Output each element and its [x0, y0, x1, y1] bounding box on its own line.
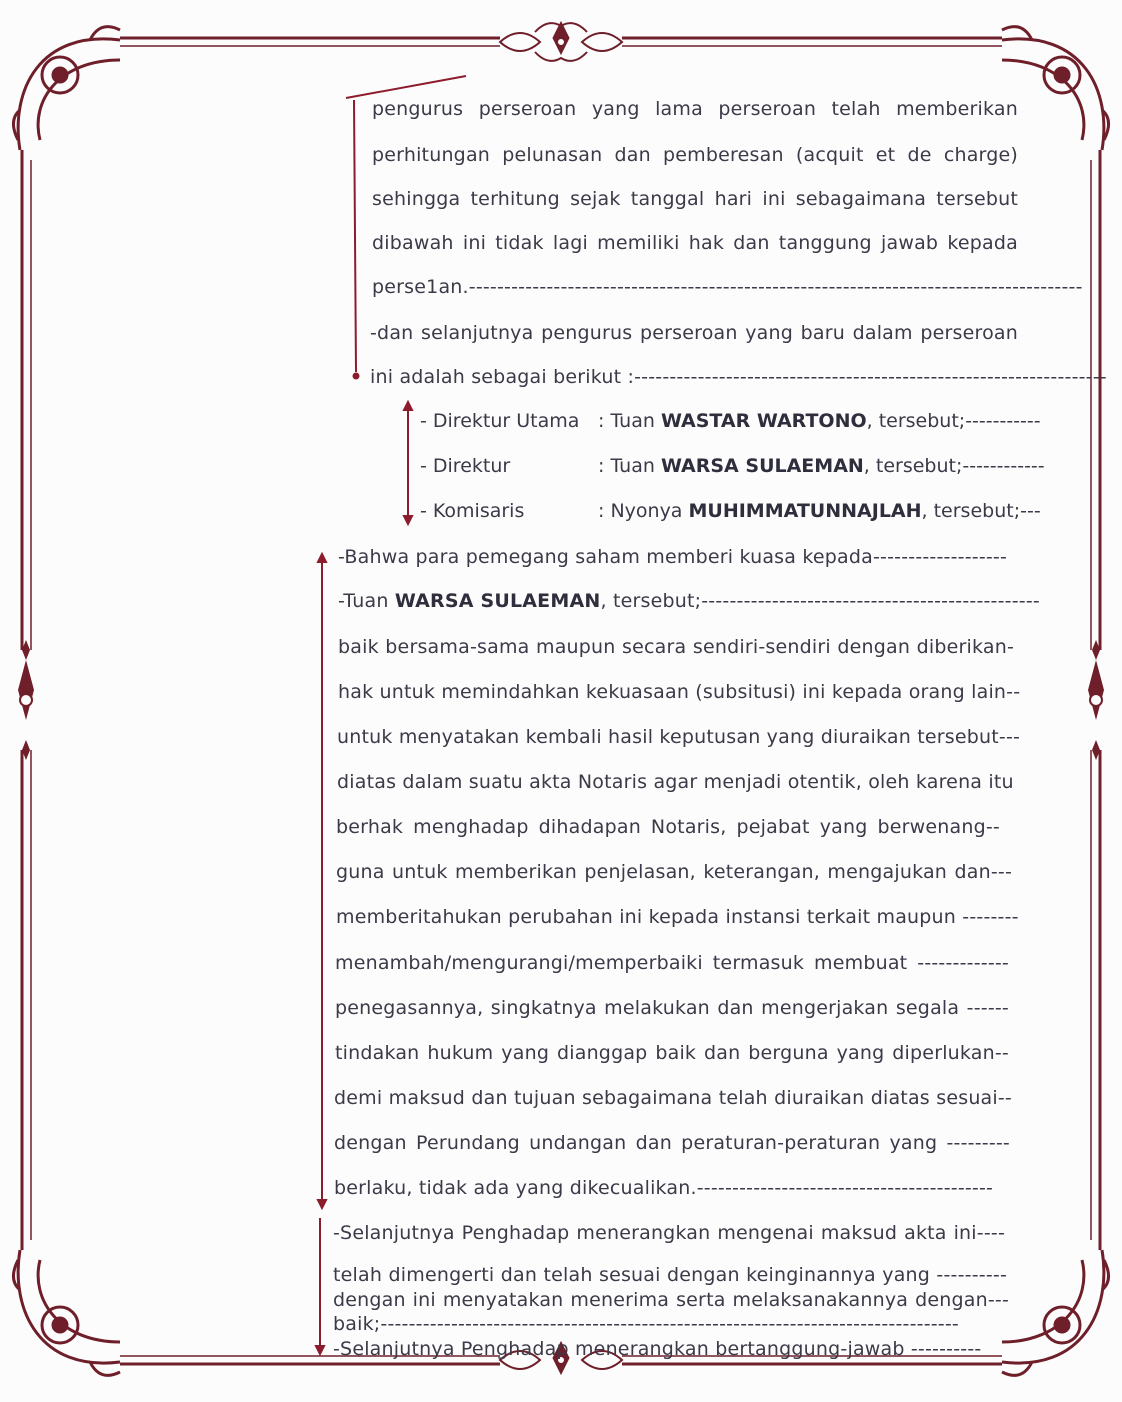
body-line: -Tuan WARSA SULAEMAN, tersebut;------------------------------------------------	[338, 590, 1040, 612]
officer-value: : Tuan WASTAR WARTONO, tersebut;-----------	[598, 410, 1041, 432]
body-line: dengan ini menyatakan menerima serta melaksanakannya dengan---	[333, 1289, 1009, 1311]
body-line: ini adalah sebagai berikut :-------------------------------------------------------------------	[370, 366, 1107, 388]
body-line: penegasannya, singkatnya melakukan dan mengerjakan segala ------	[335, 997, 1009, 1019]
body-line: untuk menyatakan kembali hasil keputusan yang diuraikan tersebut---	[337, 726, 1021, 748]
body-line: -dan selanjutnya pengurus perseroan yang baru dalam perseroan	[370, 322, 1018, 344]
body-line: perse1an.---------------------------------------------------------------------------------------	[372, 276, 1083, 298]
officer-row-director-main	[420, 410, 1041, 436]
body-line: berlaku, tidak ada yang dikecualikan.------------------------------------------	[334, 1177, 994, 1199]
body-line: dibawah ini tidak lagi memiliki hak dan tanggung jawab kepada	[372, 232, 1018, 254]
officer-name: MUHIMMATUNNAJLAH	[688, 500, 922, 522]
body-line: baik bersama-sama maupun secara sendiri-sendiri dengan diberikan-	[338, 636, 1014, 658]
body-line: baik;----------------------------------------------------------------------------------	[333, 1313, 959, 1335]
body-line: telah dimengerti dan telah sesuai dengan keinginannya yang ----------	[333, 1264, 1007, 1286]
body-line: -Selanjutnya Penghadap menerangkan mengenai maksud akta ini----	[333, 1222, 1005, 1244]
officer-role: - Direktur	[420, 455, 511, 477]
body-line: demi maksud dan tujuan sebagaimana telah diuraikan diatas sesuai--	[334, 1087, 1012, 1109]
officer-name: WASTAR WARTONO	[660, 410, 867, 432]
body-line: guna untuk memberikan penjelasan, keterangan, mengajukan dan---	[336, 861, 1012, 883]
body-line: sehingga terhitung sejak tanggal hari ini sebagaimana tersebut	[372, 188, 1018, 210]
body-line: diatas dalam suatu akta Notaris agar menjadi otentik, oleh karena itu	[337, 771, 1014, 793]
officer-role: - Direktur Utama	[420, 410, 580, 432]
attorney-name: WARSA SULAEMAN	[394, 590, 601, 612]
officer-row-director	[420, 455, 1045, 481]
officer-value: : Tuan WARSA SULAEMAN, tersebut;------------	[598, 455, 1045, 477]
body-line: dengan Perundang undangan dan peraturan-peraturan yang ---------	[334, 1132, 1010, 1154]
body-line: hak untuk memindahkan kekuasaan (subsitusi) ini kepada orang lain--	[338, 681, 1021, 703]
body-line: menambah/mengurangi/memperbaiki termasuk membuat -------------	[335, 952, 1009, 974]
body-line: -Bahwa para pemegang saham memberi kuasa kepada-------------------	[338, 546, 1008, 568]
body-line: berhak menghadap dihadapan Notaris, pejabat yang berwenang--	[336, 816, 1000, 838]
officer-name: WARSA SULAEMAN	[660, 455, 864, 477]
body-line: memberitahukan perubahan ini kepada instansi terkait maupun --------	[336, 906, 1019, 928]
officer-row-commissioner	[420, 500, 1041, 526]
officer-role: - Komisaris	[420, 500, 525, 522]
body-line: pengurus perseroan yang lama perseroan telah memberikan	[372, 98, 1018, 120]
body-line: -Selanjutnya Penghadap menerangkan bertanggung-jawab ----------	[333, 1338, 982, 1360]
officer-value: : Nyonya MUHIMMATUNNAJLAH, tersebut;---	[598, 500, 1041, 522]
body-line: tindakan hukum yang dianggap baik dan berguna yang diperlukan--	[335, 1042, 1009, 1064]
body-line: perhitungan pelunasan dan pemberesan (acquit et de charge)	[372, 144, 1018, 166]
